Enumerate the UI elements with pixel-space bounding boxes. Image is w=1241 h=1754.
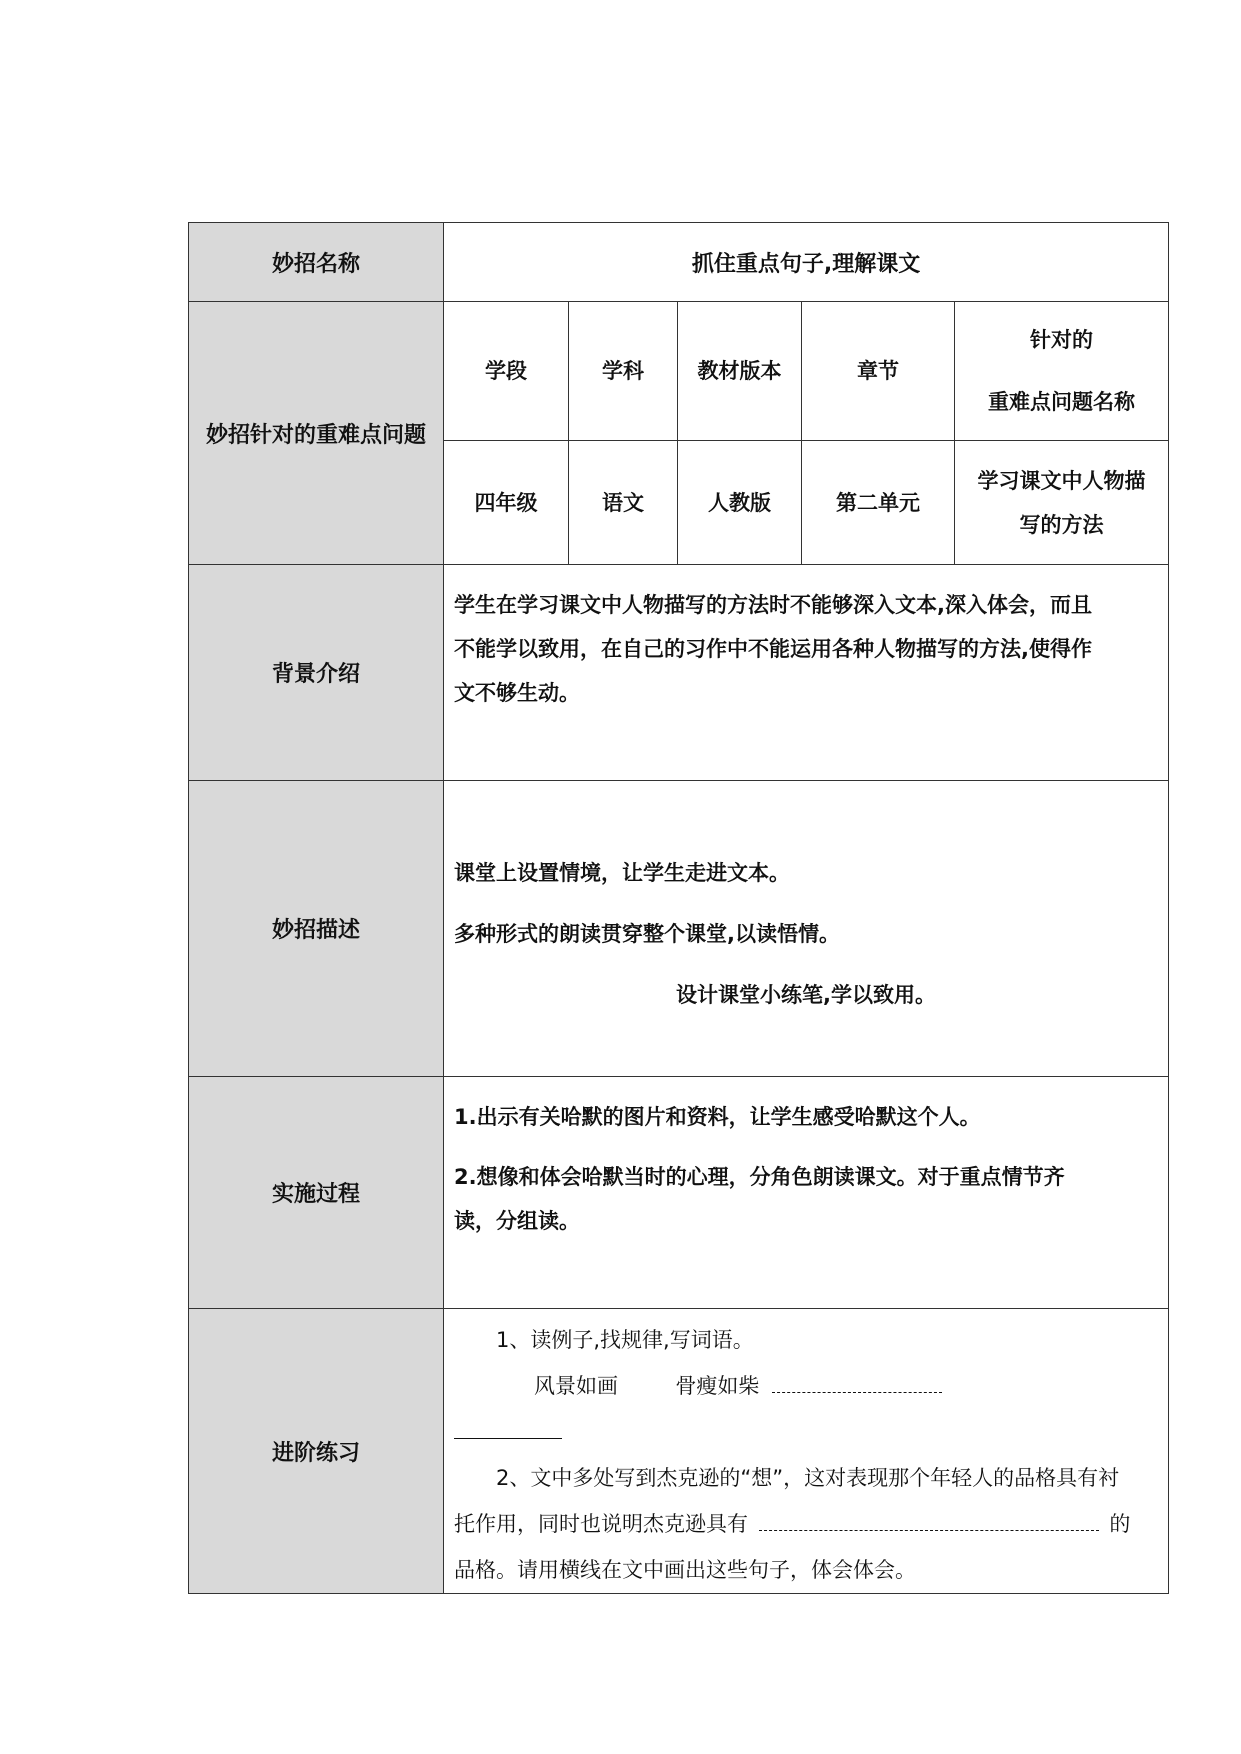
exercise-q1-title: 1、读例子,找规律,写词语。 <box>496 1328 754 1352</box>
header-stage: 学段 <box>444 302 569 441</box>
exercise-label: 进阶练习 <box>189 1309 444 1594</box>
method-line-1: 课堂上设置情境，让学生走进文本。 <box>454 861 790 885</box>
process-item-2-line-2: 读，分组读。 <box>454 1209 580 1233</box>
value-chapter: 第二单元 <box>802 441 955 565</box>
exercise-example-1: 风景如画 <box>534 1374 618 1398</box>
row-process <box>189 1077 1169 1309</box>
row-exercise <box>189 1309 1169 1594</box>
exercise-q1-continuation <box>454 1409 1158 1455</box>
problem-label: 妙招针对的重难点问题 <box>189 302 444 565</box>
background-line-3: 文不够生动。 <box>454 681 580 705</box>
value-edition: 人教版 <box>678 441 802 565</box>
exercise-q2-line-2 <box>454 1501 1158 1547</box>
method-name-value: 抓住重点句子,理解课文 <box>444 223 1169 302</box>
exercise-q2-line-1: 2、文中多处写到杰克逊的“想”，这对表现那个年轻人的品格具有衬 <box>496 1466 1120 1490</box>
background-label: 背景介绍 <box>189 565 444 781</box>
row-method-name <box>189 223 1169 302</box>
answer-blank-1[interactable] <box>772 1378 942 1393</box>
method-name-label: 妙招名称 <box>189 223 444 302</box>
answer-blank-3[interactable] <box>759 1516 1099 1531</box>
value-subject: 语文 <box>569 441 678 565</box>
process-content <box>444 1077 1169 1309</box>
background-line-1: 学生在学习课文中人物描写的方法时不能够深入文本,深入体会，而且 <box>454 593 1092 617</box>
method-description-label: 妙招描述 <box>189 781 444 1077</box>
header-chapter: 章节 <box>802 302 955 441</box>
row-background <box>189 565 1169 781</box>
method-description-content <box>444 781 1169 1077</box>
process-item-2-line-1: 2.想像和体会哈默当时的心理，分角色朗读课文。对于重点情节齐 <box>454 1165 1065 1189</box>
answer-blank-2[interactable] <box>454 1420 562 1439</box>
value-problem-line2: 写的方法 <box>1019 512 1104 537</box>
exercise-q2-line-3: 品格。请用横线在文中画出这些句子，体会体会。 <box>454 1558 916 1582</box>
exercise-example-2: 骨瘦如柴 <box>675 1374 760 1398</box>
header-problem-line1: 针对的 <box>1030 328 1094 352</box>
lesson-plan-table <box>188 222 1169 1594</box>
row-method-description <box>189 781 1169 1077</box>
header-edition: 教材版本 <box>678 302 802 441</box>
background-line-2: 不能学以致用，在自己的习作中不能运用各种人物描写的方法,使得作 <box>454 637 1092 661</box>
header-problem-name <box>955 302 1169 441</box>
header-subject: 学科 <box>569 302 678 441</box>
value-problem-line1: 学习课文中人物描 <box>977 468 1146 493</box>
row-problem-headers <box>189 302 1169 441</box>
header-problem-line2: 重难点问题名称 <box>988 390 1136 414</box>
exercise-q2-line-2-start: 托作用，同时也说明杰克逊具有 <box>454 1512 748 1536</box>
value-problem-name <box>955 441 1169 565</box>
method-line-3: 设计课堂小练笔,学以致用。 <box>676 983 937 1007</box>
exercise-q2-line-2-end: 的 <box>1109 1512 1131 1536</box>
background-content <box>444 565 1169 781</box>
process-label: 实施过程 <box>189 1077 444 1309</box>
value-stage: 四年级 <box>444 441 569 565</box>
process-item-1: 1.出示有关哈默的图片和资料，让学生感受哈默这个人。 <box>454 1105 981 1129</box>
exercise-content <box>444 1309 1169 1594</box>
exercise-q1-examples <box>454 1363 1158 1409</box>
method-line-2: 多种形式的朗读贯穿整个课堂,以读悟情。 <box>454 922 840 946</box>
